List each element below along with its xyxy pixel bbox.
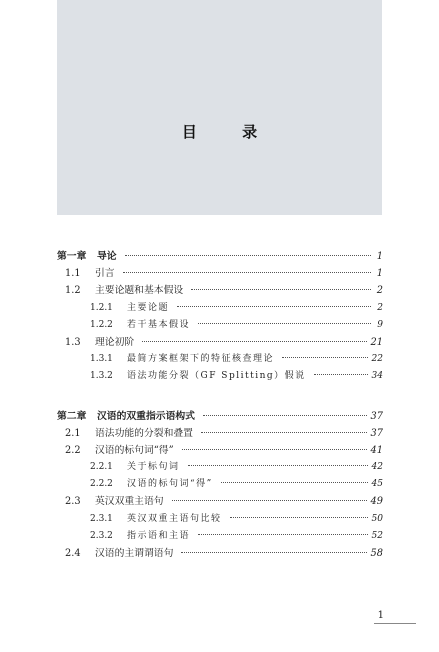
subsection-title: 关于标句词 xyxy=(127,462,180,473)
toc-entry-1-3-1[interactable] xyxy=(57,351,383,368)
subsection-number: 1.2.1 xyxy=(90,302,113,313)
subsection-title: 主要论题 xyxy=(127,302,170,313)
page-ref: 50 xyxy=(371,513,383,524)
toc-heading: 目 录 xyxy=(181,123,278,141)
toc-entry-2-2[interactable] xyxy=(57,442,383,459)
page-ref: 21 xyxy=(370,336,383,348)
page-ref: 2 xyxy=(376,285,383,297)
section-number: 1.3 xyxy=(65,336,81,348)
subsection-number: 2.2.2 xyxy=(90,479,113,490)
section-title: 引言 xyxy=(95,268,115,280)
section-number: 1.1 xyxy=(65,268,81,280)
toc-entry-2-4[interactable] xyxy=(57,545,383,562)
page-ref: 9 xyxy=(377,319,383,330)
toc-entry-2-3-1[interactable] xyxy=(57,511,383,528)
page-ref: 22 xyxy=(371,354,383,365)
subsection-number: 1.2.2 xyxy=(90,319,113,330)
chapter-number: 第二章 xyxy=(57,410,87,422)
dot-leader xyxy=(142,341,366,342)
dot-leader xyxy=(125,255,371,256)
page-ref: 41 xyxy=(370,444,383,456)
toc-entry-1-2[interactable] xyxy=(57,282,383,299)
section-title: 英汉双重主语句 xyxy=(95,496,164,508)
page-ref: 37 xyxy=(370,410,383,422)
dot-leader xyxy=(203,415,367,416)
toc-entry-2-3-2[interactable] xyxy=(57,528,383,545)
section-number: 2.1 xyxy=(65,427,81,439)
page-ref: 42 xyxy=(371,462,383,473)
toc-chapter-1[interactable] xyxy=(57,248,383,265)
dot-leader xyxy=(282,357,368,358)
page-ref: 2 xyxy=(377,302,383,313)
chapter-title: 汉语的双重指示语构式 xyxy=(97,410,195,422)
dot-leader xyxy=(177,306,371,307)
subsection-number: 1.3.2 xyxy=(90,371,113,382)
subsection-title: 语法功能分裂（GF Splitting）假说 xyxy=(127,371,306,382)
dot-leader xyxy=(123,272,371,273)
title-banner xyxy=(57,0,382,215)
subsection-number: 2.3.2 xyxy=(90,530,113,541)
table-of-contents xyxy=(57,248,383,562)
section-number: 2.2 xyxy=(65,444,81,456)
section-title: 主要论题和基本假设 xyxy=(95,285,184,297)
toc-entry-2-3[interactable] xyxy=(57,493,383,510)
section-title: 理论初阶 xyxy=(95,336,135,348)
footer-rule xyxy=(374,623,416,624)
page-ref: 45 xyxy=(371,479,383,490)
page-ref: 52 xyxy=(371,530,383,541)
subsection-title: 英汉双重主语句比较 xyxy=(127,513,222,524)
toc-entry-2-1[interactable] xyxy=(57,425,383,442)
toc-entry-1-3[interactable] xyxy=(57,334,383,351)
dot-leader xyxy=(198,534,368,535)
page-number: 1 xyxy=(377,610,384,621)
chapter-spacer xyxy=(57,386,383,408)
toc-entry-1-2-1[interactable] xyxy=(57,300,383,317)
dot-leader xyxy=(188,465,368,466)
section-number: 1.2 xyxy=(65,285,81,297)
section-title: 语法功能的分裂和叠置 xyxy=(95,427,193,439)
subsection-number: 2.2.1 xyxy=(90,462,113,473)
toc-entry-1-2-2[interactable] xyxy=(57,317,383,334)
subsection-title: 若干基本假设 xyxy=(127,319,191,330)
dot-leader xyxy=(201,432,367,433)
toc-entry-2-2-1[interactable] xyxy=(57,459,383,476)
dot-leader xyxy=(181,552,366,553)
dot-leader xyxy=(198,323,371,324)
dot-leader xyxy=(314,374,368,375)
page-ref: 37 xyxy=(370,427,383,439)
dot-leader xyxy=(191,289,371,290)
section-title: 汉语的标句词“得” xyxy=(95,444,174,456)
page-ref: 34 xyxy=(371,371,383,382)
subsection-number: 2.3.1 xyxy=(90,513,113,524)
toc-entry-1-3-2[interactable] xyxy=(57,368,383,385)
subsection-title: 指示语和主语 xyxy=(127,530,191,541)
subsection-number: 1.3.1 xyxy=(90,354,113,365)
page-ref: 1 xyxy=(376,251,383,262)
toc-chapter-2[interactable] xyxy=(57,408,383,425)
dot-leader xyxy=(172,500,367,501)
section-title: 汉语的主谓谓语句 xyxy=(95,548,174,559)
chapter-number: 第一章 xyxy=(57,251,87,262)
dot-leader xyxy=(182,449,367,450)
chapter-title: 导论 xyxy=(97,251,117,262)
subsection-title: 最简方案框架下的特征核查理论 xyxy=(127,354,275,365)
page-ref: 1 xyxy=(376,268,383,280)
page-ref: 58 xyxy=(370,548,383,559)
subsection-title: 汉语的标句词“得” xyxy=(127,479,213,490)
section-number: 2.4 xyxy=(65,548,81,559)
dot-leader xyxy=(230,517,368,518)
section-number: 2.3 xyxy=(65,496,81,508)
page-ref: 49 xyxy=(370,496,383,508)
dot-leader xyxy=(221,482,368,483)
toc-entry-2-2-2[interactable] xyxy=(57,476,383,493)
toc-entry-1-1[interactable] xyxy=(57,265,383,282)
